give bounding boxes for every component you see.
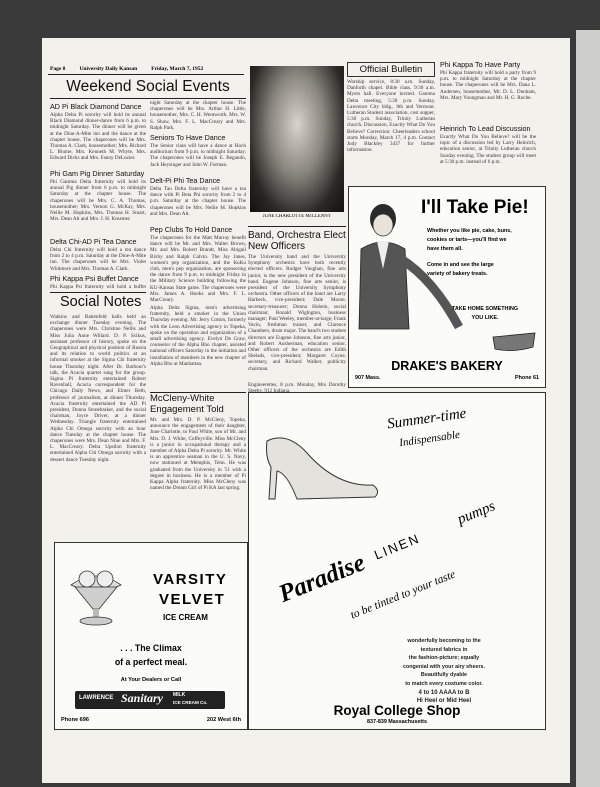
engagement-article (150, 394, 246, 540)
article-heading: Pep Clubs To Hold Dance (150, 225, 233, 234)
article-heading: Phi Kappa Psi Buffet Dance (50, 274, 139, 283)
varsity-velvet-ad (54, 542, 248, 730)
article-heading: Delt-Pi Phi Tea Dance (150, 176, 221, 185)
article-body: Alpha Delta Sigma, men's advertising fraternity, held a smoker in the Union Thursday evening. Mr. Jerry Cotton, formerly with the Leon Advertising agency in Topeka, spoke on the operation and organization of a small advertising agency. Evelyn De Graw, counselor of the Alpha Rho chapter, assisted national officers Saturday in the initiation and installation of members in the new chapter of Alpha Rho at Manhattan. (150, 305, 246, 367)
pie-icon (491, 329, 537, 353)
rule (50, 292, 146, 293)
ad-cta-line: YOU LIKE. (471, 315, 499, 321)
weekend-headline-box (50, 78, 246, 96)
article-heading: Seniors To Have Dance (150, 133, 226, 142)
social-notes-headline: Social Notes (60, 294, 142, 310)
ad-script-line: to be tinted to your taste (348, 568, 458, 622)
royal-college-shop-ad (248, 392, 546, 730)
logo-script: Sanitary (121, 691, 164, 705)
photo-caption: JUNE CHARLOTTE McCLENNY (262, 214, 332, 219)
issue-date: Friday, March 7, 1952 (151, 66, 204, 72)
page-number: Page 8 (50, 66, 66, 72)
band-article (248, 230, 346, 400)
ad-heels: Hi Heel or Mid Heel (416, 698, 472, 705)
ad-description (349, 637, 539, 706)
sundae-illustration (61, 557, 131, 629)
ad-desc-line: Beautifully dyable (420, 672, 468, 679)
ad-script-line: Indispensable (398, 428, 461, 450)
ad-line: variety of bakery treats. (427, 271, 488, 277)
social-notes-body: Watkins and Battenfeld halls held an exchange dinner Tuesday evening. The chaperones were Mrs. Christine Nellis and Miss Julia Anne Willard. D. P. Scikus, assistant professor of history, spoke on the Geographical and physical position of Russia and its relation to world politics at an informal smoker at the Sigma Chi fraternity house Thursday night. After Dr. Barbour's talk, the Acacia quartet sang for the group. Sigma Pi fraternity entertained Robert Ravenhall, Acacia correspondent for the Chicago Daily News, and Elmer Beth, professor of journalism, at dinner Thursday. Acacia fraternity entertained the AD Pi president, Donna Stonebraker, and the social chairman, Joyce Driver, at a dinner Wednesday. Triangle fraternity entertained Alpha Chi Omega sorority with an hour dance Tuesday at the chapter house. The chaperones were Mrs. Dean Nine and Mrs. F. L. MacCreary. Delta Upsilon fraternity entertained Alpha Chi Omega sorority with a dessert dance Tuesday night. (50, 314, 146, 463)
ad-address: 837-839 Massachusetts (367, 719, 427, 725)
ad-script-line: pumps (455, 498, 498, 528)
newspaper-page (42, 38, 570, 783)
ad-address: 907 Mass. (355, 375, 381, 381)
article-body: The chaperones for the Matt Murray benefit dance will be Mr. and Mrs. Walter Brown, Mr. and Mrs. Robert Brandt, Miss Abigail Bixby and Ralph Calvin. The Jay Janes, women's pep organization, and the KuKu club, men's pep organization, are sponsoring the dance from 9 p.m. to midnight Friday in the Military Science building following the KU-Kansas State game. The chaperones were Mrs. James A. Hooks and Mrs. F. L. MacCreary. (150, 235, 246, 303)
portrait-photo (250, 66, 344, 212)
article-body: Delta Chi fraternity will hold a tea dance from 2 to 4 p.m. Saturday at the Dine-A-Mite inn. The chaperones will be Mrs. Violet Whitmore and Mrs. Thomas A. Clark. (50, 247, 146, 272)
phi-kappa-article (440, 58, 536, 120)
ad-headline: I'll Take Pie! (421, 197, 529, 218)
article-heading: Delta Chi-AD Pi Tea Dance (50, 237, 137, 246)
ad-tagline: of a perfect meal. (114, 657, 188, 667)
baker-illustration (353, 199, 463, 349)
article-body: Phi Kappa Psi fraternity will hold a buffet (50, 284, 146, 290)
paper-name: University Daily Kansan (79, 66, 138, 72)
article-body: Delta Tau Delta fraternity will have a tea dance with Pi Beta Phi sorority from 2 to 4 p.m. Saturday at the chapter house. The chaperones will be Mrs. Nellie M. Hopkins and Mrs. Dean Alt. (150, 186, 246, 217)
ad-desc-line: textured fabrics in (420, 646, 468, 653)
engagement-body: Mr. and Mrs. D. P. McCleny, Topeka, announce the engagement of their daughter, June Charlotte, to Paul White, son of Mr. and Mrs. D. J. White, Coffeyville. Miss McCleny is a junior in occupational therapy and a member of Alpha Delta Pi sorority. Mr. White is an apprentice seaman in the U. S. Navy, now stationed at Memphis, Tenn. He was graduated from the University in '51 with a degree in business. He is a member of Pi Kappa Alpha fraternity. Miss McCleny was named the Dream Girl of Pi KA last spring. (150, 417, 246, 492)
band-body: The University band and the University Symphony orchestra have both recently elected officers. Rodger Vaughan, fine arts junior, is the new president of the University band. Eugene Johnson, fine arts senior, is president of the University Symphony orchestra. Other officers of the band are Larry Harbeck, vice-president; Dale Moore, secretary-treasurer; Donna Hobein, social chairman; Ronald Wiglngton, business manager; Paul Weeley, member-at-large; Frank Vacin, freshman trainer, and Clarence Chambers, drum major. The band's two student directors are Eugene Johnson, fine arts junior, and Robert Ausherman, education senior. Other officers of the orchestra are Edith Shelads, vice-president; Margaret Coyne, secretary, and Richard Walker, publicity chairman. (248, 254, 346, 372)
ad-brand: Paradise (275, 549, 369, 608)
ad-desc-line: wonderfully becoming to the (407, 638, 481, 644)
band-headline: Band, Orchestra Elect New Officers (248, 230, 346, 252)
article-body: The Senior class will have a dance at Hoch auditorium from 9 p.m. to midnight Saturday. The chaperones will be Joseph E. Begando, Jack Heysinger and John W. Forman. (150, 143, 246, 168)
ad-address: 202 West 6th (206, 717, 241, 723)
ad-business-name: Royal College Shop (333, 703, 461, 718)
rule (50, 98, 246, 99)
weekend-column-2 (150, 100, 246, 390)
ad-tagline: . . . The Climax (120, 643, 182, 653)
ad-line: Come in and see the large (427, 262, 494, 268)
official-bulletin (347, 62, 435, 184)
ad-brand-line: VARSITY (153, 571, 228, 588)
ad-call-to-action: At Your Dealers or Call (120, 677, 182, 683)
article-body: Exactly What Do You Believe? will be the topic of a discussion led by Larry Heinrich, education senior, at Trinity Lutheran church Sunday evening. The student group will meet at 5:30 p.m. instead of 6 p.m. (440, 134, 536, 165)
ad-cta (445, 305, 525, 323)
sanitary-logo (75, 691, 225, 709)
logo-text: MILK (173, 692, 186, 698)
social-notes (50, 294, 146, 538)
article-body: Phi Kappa fraternity will hold a party from 9 p.m. to midnight Saturday at the chapter house. The chaperones will be Mrs. Dana L. Andersen, housemother, Mr. D. L. Dunham, Mrs. Mary Youngman and Mr. H. G. Roche. (440, 70, 536, 101)
masthead-rule (48, 74, 244, 75)
band-note: Engineerettes, 8 p.m. Monday, Mrs Dorothy (248, 382, 346, 388)
drakes-bakery-ad (348, 186, 546, 388)
ad-line: cookies or tarts—you'll find we (427, 237, 507, 243)
ad-desc-line: congenial with your airy sheers. (402, 663, 486, 670)
article-body: Alpha Delta Pi sorority will hold its annual Black Diamond dinner-dance from 6 p.m. to midnight Saturday. The dinner will be given at the Dine-A-Mite inn and the dance at the chapter house. The chaperones will be Mrs. Thomas A. Clark, housemother; Mrs. Richard L. Blume, Mrs. Kenneth M. Whyte, Mrs. Edward Dicks and Mrs. Fanny DeLozier. (50, 112, 146, 162)
ad-product: ICE CREAM (163, 613, 208, 622)
logo-text: LAWRENCE (79, 695, 114, 701)
bulletin-body: Worship service, 8:30 a.m. Sunday, Danforth chapel. Bible class, 9:30 a.m. Myers hall. Everyone invited. Gamma Delta meeting, 5:30 p.m. Sunday, Lawrence City bldg., 8th and Vermont. Lutheran Student association, cost supper, 5:30 p.m. Sunday, Trinity Lutheran church. Discussion, Exactly What Do You Believe? Correction: Cheerleaders school starts Monday, March 17, 4 p.m. Contact Judy Blackley 3437 for further information. (347, 79, 435, 154)
ad-line: Whether you like pie, cake, buns, (427, 228, 512, 234)
ad-phone: Phone 696 (61, 717, 89, 723)
ad-business-name: DRAKE'S BAKERY (391, 359, 503, 373)
weekend-column-1 (50, 100, 146, 290)
ad-brand-line: VELVET (159, 591, 226, 608)
ad-line: have them all. (427, 246, 463, 252)
article-heading: AD Pi Black Diamond Dance (50, 102, 142, 111)
heinrich-article (440, 122, 536, 180)
weekend-headline: Weekend Social Events (66, 78, 230, 95)
ad-desc-line: to match every costume color. (405, 680, 483, 687)
article-body: Phi Gamma Delta fraternity will hold its annual Pig dinner from 6 p.m. to midnight Saturday at the chapter house. The chaperones will be Mrs. C. A. Thomas, housemother; Mrs. Vernon G. McKay, Mrs. Nellie M. Hopkins, Mrs. Thomas H. Stuart, Mrs. Dean Alt and Mrs. J. H. Kreamer. (50, 179, 146, 223)
logo-text: ICE CREAM Co. (173, 700, 208, 705)
article-heading: Phi Gam Pig Dinner Saturday (50, 169, 145, 178)
adjacent-page-edge (576, 30, 600, 787)
article-heading: Phi Kappa To Have Party (440, 60, 521, 69)
article-continued: night Saturday at the chapter house. The chaperones will be Mrs. Arthur H. Little, housemother, Mrs. C. H. Wentworth, Mrs. W. S. Shaw, Mrs. F. L. MacCreary and Mrs. Ralph Park. (150, 100, 246, 131)
rule (150, 392, 246, 393)
ad-phone: Phone 61 (515, 375, 539, 381)
ad-desc-line: the fashion-picture; equally (408, 655, 480, 662)
article-heading: Heinrich To Lead Discussion (440, 124, 531, 133)
photo-caption-box (248, 214, 346, 219)
shoe-illustration (257, 401, 383, 511)
engagement-headline: McCleny-White Engagement Told (150, 394, 224, 415)
rule (248, 226, 346, 227)
ad-cta-line: TAKE HOME SOMETHING (451, 306, 519, 312)
ad-fabric: LINEN (371, 530, 423, 563)
bulletin-headline: Official Bulletin (347, 62, 435, 77)
ad-script-line: Summer-time (386, 405, 468, 433)
ad-sizes: 4 to 10 AAAA to B (418, 689, 470, 696)
